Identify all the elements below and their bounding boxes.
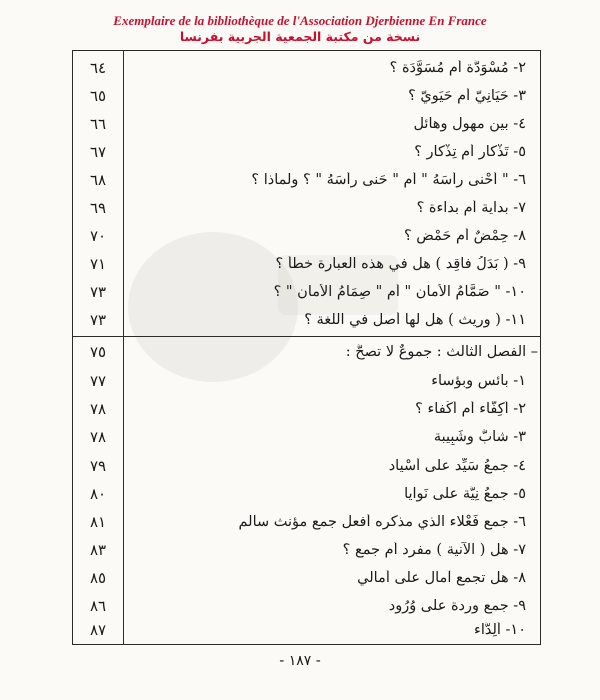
toc-entry: ٣- حَيَانِيّ أم حَيَوِيّ ؟ <box>408 88 526 104</box>
toc-row <box>73 281 540 308</box>
toc-entry: ٦- " أحْنى رأسَهُ " أم " حَنى رأسَهُ " ؟ ولماذا ؟ <box>251 172 526 188</box>
toc-row <box>73 539 540 566</box>
toc-entry: ٥- تَذْكار أم تِذْكار ؟ <box>414 144 526 160</box>
toc-entry: ٤- جمعُ سَيِّد على أسْياد <box>388 458 526 474</box>
toc-row <box>73 197 540 224</box>
toc-row <box>73 483 540 510</box>
page-number: ٧٨ <box>89 428 107 446</box>
toc-entry: ٧- بداية أم بداءة ؟ <box>416 200 526 216</box>
section-divider <box>73 336 540 337</box>
page-footer-number: - ١٨٧ - <box>279 653 321 669</box>
toc-entry: ٨- حِمْضٌ أم حَمْض ؟ <box>403 228 526 244</box>
page-number: ٧٣ <box>89 311 107 329</box>
page-number: ٨٠ <box>89 485 107 503</box>
toc-row <box>73 309 540 336</box>
page-number: ٨٧ <box>89 621 107 639</box>
chapter-heading: – الفصل الثالث : جموعٌ لا تصحُّ : <box>345 344 538 360</box>
toc-entry: ٩- جمع وردة على وُرُود <box>388 598 526 614</box>
toc-row <box>73 141 540 168</box>
toc-entry: ١- بائس وبؤساء <box>431 373 526 389</box>
page-number: ٨٦ <box>89 597 107 615</box>
toc-row <box>73 595 540 622</box>
toc-entry: ٢- مُسْوَدَّة أم مُسَوَّدَة ؟ <box>389 60 526 76</box>
toc-entry: ٤- بين مهول وهائل <box>413 116 526 132</box>
page-number: ٦٧ <box>89 143 107 161</box>
library-stamp-french: Exemplaire de la bibliothèque de l'Association Djerbienne En France <box>113 13 487 28</box>
page-number: ٧٣ <box>89 283 107 301</box>
toc-entry: ٢- أكِفّاء أم أكْفاء ؟ <box>415 401 526 417</box>
page-number: ٨٥ <box>89 569 107 587</box>
contents-table <box>72 50 541 645</box>
page-number: ٦٨ <box>89 171 107 189</box>
toc-row <box>73 619 540 646</box>
page-number: ٦٤ <box>89 59 107 77</box>
toc-row <box>73 511 540 538</box>
page-number: ٧٥ <box>89 343 107 361</box>
toc-row <box>73 113 540 140</box>
toc-entry: ١١- ( وريث ) هل لها أصل في اللغة ؟ <box>304 312 526 328</box>
toc-row <box>73 567 540 594</box>
toc-entry: ١٠- ألِدَّاء <box>474 622 526 638</box>
toc-row <box>73 455 540 482</box>
page-number: ٧٧ <box>89 372 107 390</box>
toc-row <box>73 169 540 196</box>
page-number: ٧٨ <box>89 400 107 418</box>
toc-entry: ٣- شابٌّ وشَبِيبة <box>433 429 526 445</box>
chapter-heading-row <box>73 341 540 368</box>
toc-entry: ١٠- " صَمَّامُ الأمان " أم " صِمَامُ الأمان " ؟ <box>273 284 526 300</box>
page-number: ٨١ <box>89 513 107 531</box>
toc-entry: ٥- جمعُ نِيَّة على نَوايا <box>404 486 526 502</box>
library-stamp-arabic: نسخة من مكتبة الجمعية الجربية بفرنسا <box>179 29 421 44</box>
toc-row <box>73 253 540 280</box>
toc-entry: ٩- ( بَدَلُ فاقِد ) هل في هذه العبارة خطأ ؟ <box>275 256 526 272</box>
page-number: ٧٩ <box>89 457 107 475</box>
toc-entry: ٨- هل تجمع آمال على أمالي <box>357 570 526 586</box>
toc-row <box>73 398 540 425</box>
toc-row <box>73 57 540 84</box>
page-number: ٧٠ <box>89 227 107 245</box>
page-number: ٦٦ <box>89 115 107 133</box>
page-number: ٦٩ <box>89 199 107 217</box>
toc-row <box>73 370 540 397</box>
toc-row <box>73 225 540 252</box>
toc-row <box>73 426 540 453</box>
page-number: ٧١ <box>89 255 107 273</box>
page-number: ٦٥ <box>89 87 107 105</box>
toc-entry: ٦- جمع فَعْلاء الذي مذكره أفعل جمع مؤنث سالم <box>238 514 526 530</box>
page-number: ٨٣ <box>89 541 107 559</box>
toc-row <box>73 85 540 112</box>
toc-entry: ٧- هل ( الآنية ) مفرد أم جمع ؟ <box>342 542 526 558</box>
